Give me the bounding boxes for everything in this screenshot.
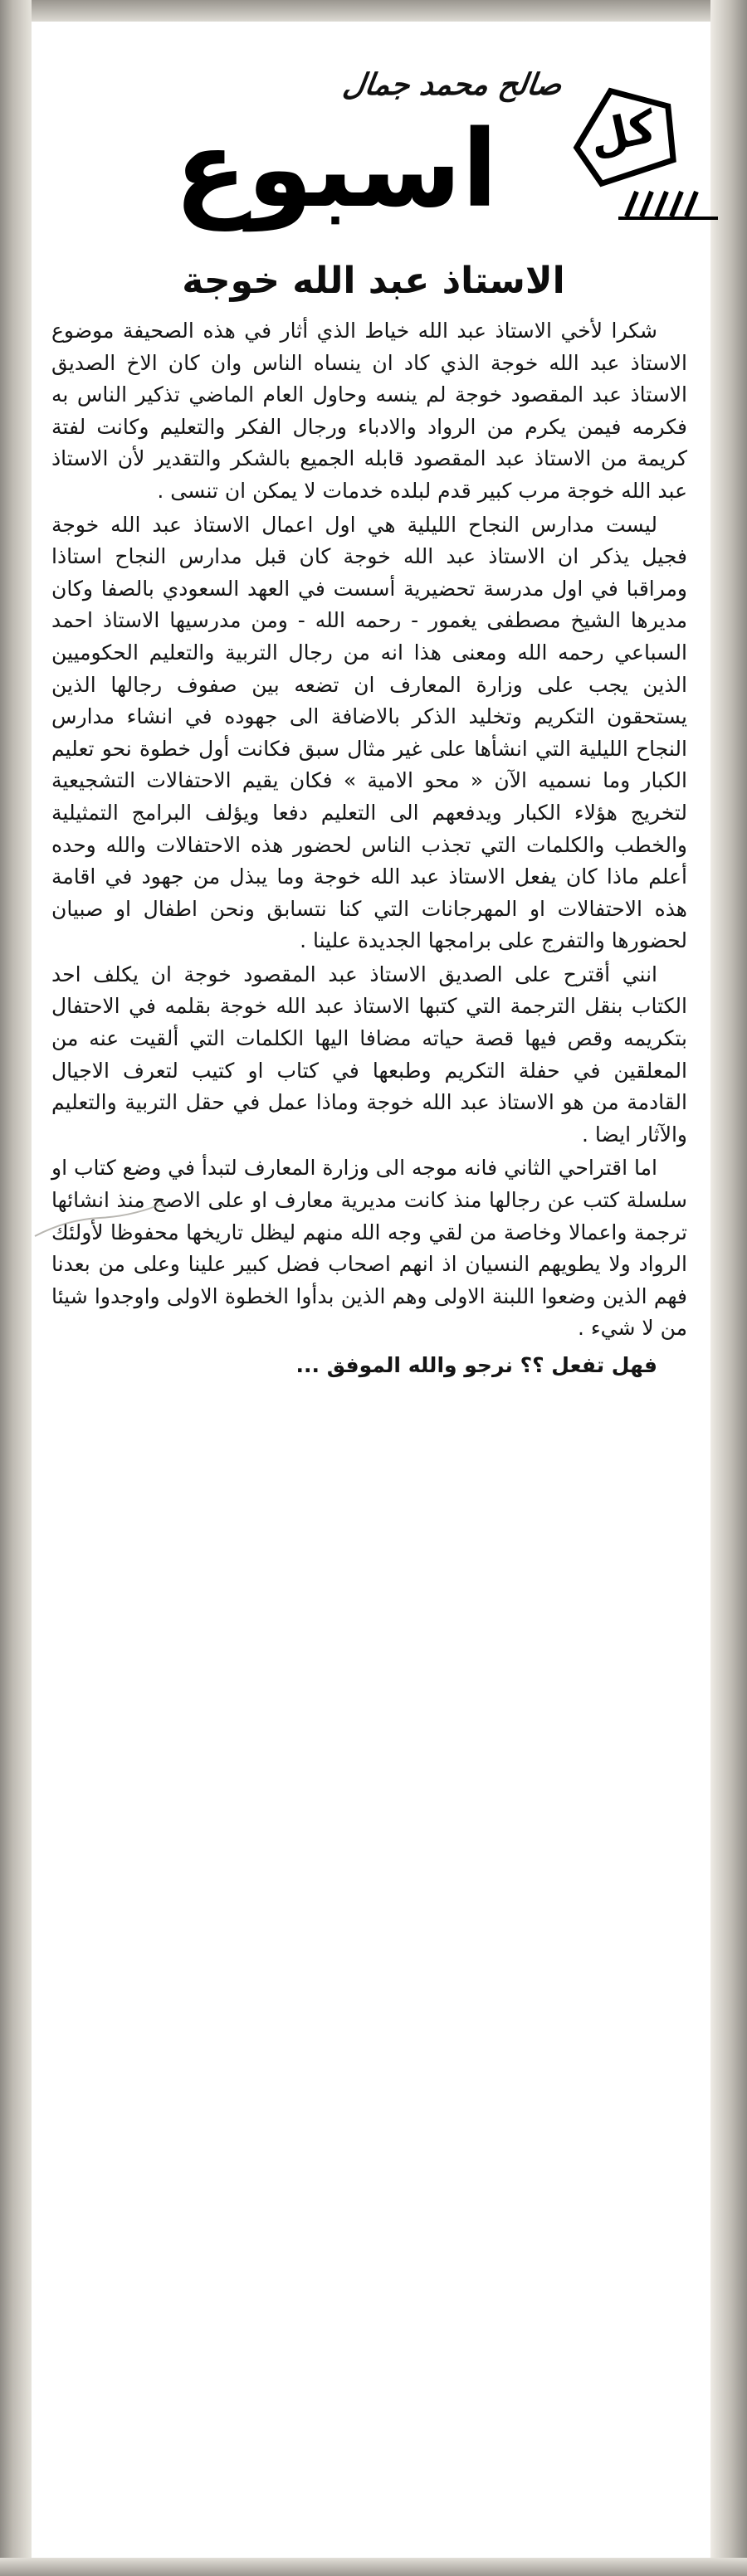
- article-paragraph: شكرا لأخي الاستاذ عبد الله خياط الذي أثار في هذه الصحيفة موضوع الاستاذ عبد الله خوجة الذي كاد ان ينساه الناس وان كان الاخ الصديق الاستاذ عبد المقصود خوجة لم ينسه وحاول العام الماضي تذكير الناس به فكرمه فيمن يكرم من الرواد والادباء ورجال الفكر والتعليم وكانت لفتة كريمة من الاستاذ عبد المقصود قابله الجميع بالشكر والتقدير لأن الاستاذ عبد الله خوجة مرب كبير قدم لبلده خدمات لا يمكن ان تنسى .: [51, 319, 687, 503]
- scan-border-bottom: [0, 2558, 747, 2576]
- scan-border-top: [0, 0, 747, 22]
- hatch-stripes-icon: [618, 187, 718, 220]
- column-masthead: [79, 50, 676, 249]
- author-signature: صالح محمد جمال: [340, 67, 564, 102]
- article-closing-line: فهل تفعل ؟؟ نرجو والله الموفق ...: [295, 1353, 657, 1377]
- column-logo-text: اسبوع: [174, 108, 498, 231]
- scan-border-right: [710, 0, 747, 2576]
- article-paragraph: انني أقترح على الصديق الاستاذ عبد المقصود خوجة ان يكلف احد الكتاب بنقل الترجمة التي كتبها الاستاذ عبد الله خوجة بقلمه في الاحتفال بتكريمه وقص فيها قصة حياته مضافا اليها الكلمات التي ألقيت عنه من المعلقين في حفلة التكريم وطبعها في كتاب او كتيب لتعرف الاجيال القادمة من هو الاستاذ عبد الله خوجة وماذا عمل في حقل التربية والتعليم والآثار ايضا .: [51, 962, 687, 1147]
- scan-border-left: [0, 0, 32, 2576]
- article-paragraph: اما اقتراحي الثاني فانه موجه الى وزارة المعارف لتبدأ في وضع كتاب او سلسلة كتب عن رجالها منذ كانت مديرية معارف او على الاصح منذ انشائها ترجمة واعمالا وخاصة من لقي وجه الله منهم ليظل تاريخها محفوظا لأولئك الرواد ولا يطويهم النسيان اذ انهم اصحاب فضل كبير علينا وعلى من بعدنا فهم الذين وضعوا اللبنة الاولى وهم الذين بدأوا الخطوة الاولى واوجدوا شيئا من لا شيء .: [51, 1156, 687, 1341]
- article-title: الاستاذ عبد الله خوجة: [182, 260, 565, 302]
- column-logo-prefix: كل: [584, 100, 661, 165]
- article-paragraph: ليست مدارس النجاح الليلية هي اول اعمال الاستاذ عبد الله خوجة فجيل يذكر ان الاستاذ عبد الله خوجة كان قبل مدارس النجاح استاذا ومراقبا في اول مدرسة تحضيرية أسست في العهد السعودي بالصفا وكان مديرها الشيخ مصطفى يغمور - رحمه الله - ومن مدرسيها الاستاذ احمد السباعي رحمه الله ومعنى هذا انه من رجال التربية والتعليم الحكوميين الذين يجب على وزارة المعارف ان تضعه بين صفوف رجالها الذين يستحقون التكريم وتخليد الذكر بالاضافة الى جهوده في انشاء مدارس النجاح الليلية التي انشأها على غير مثال سبق فكانت أول خطوة نحو تعليم الكبار وما نسميه الآن « محو الامية » فكان يقيم الاحتفالات التشجيعية لتخريج هؤلاء الكبار ويدفعهم الى التعليم دفعا ويؤلف البرامج التمثيلية والخطب والكلمات التي تجذب الناس لحضور هذه الاحتفالات والله وحده أعلم ماذا كان يفعل الاستاذ عبد الله خوجة وما يبذل من جهود في اقامة هذه الاحتفالات او المهرجانات التي كنا نتسابق ونحن اطفال او صبيان لحضورها والتفرج على برامجها الجديدة علينا .: [51, 512, 687, 953]
- article-body: [51, 315, 687, 2522]
